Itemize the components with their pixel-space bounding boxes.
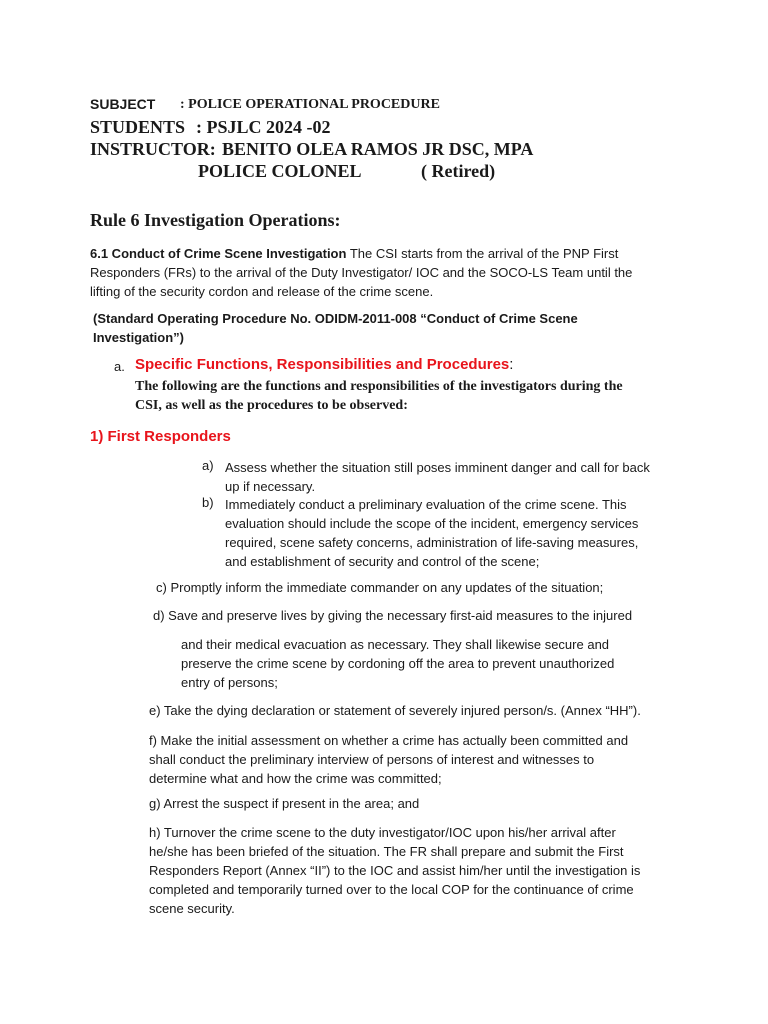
first-responders-heading: 1) First Responders [90,428,231,445]
fr-item-h [149,823,640,918]
fr-item-f [149,731,628,788]
item-a-body [135,377,623,415]
item-a-heading-line [135,356,513,373]
rule-title: Rule 6 Investigation Operations: [90,210,341,230]
item-a-body-line: The following are the functions and responsibilities of the investigators during the [135,379,623,394]
section-6-1-heading: 6.1 Conduct of Crime Scene Investigation [90,246,347,261]
fr-item-h-line: he/she has been briefed of the situation. The FR shall prepare and submit the First [149,844,624,859]
instructor-label: INSTRUCTOR: [90,139,216,159]
fr-item-h-line: h) Turnover the crime scene to the duty investigator/IOC upon his/her arrival after [149,825,616,840]
fr-item-b-line: required, scene safety concerns, administration of life-saving measures, [225,535,639,550]
fr-item-a-line: Assess whether the situation still poses imminent danger and call for back [225,460,650,475]
fr-item-b [225,495,638,571]
fr-item-b-line: and establishment of security and control of the scene; [225,554,540,569]
item-a-body-line: CSI, as well as the procedures to be observed: [135,398,408,413]
fr-item-a-marker: a) [202,458,214,473]
fr-item-d-line: preserve the crime scene by cordoning off the area to prevent unauthorized [181,656,615,671]
item-a-colon: : [509,356,514,373]
fr-item-c: c) Promptly inform the immediate commander on any updates of the situation; [156,580,604,595]
sop-reference [93,309,578,347]
fr-item-f-line: shall conduct the preliminary interview of persons of interest and witnesses to [149,752,595,767]
subject-value: : POLICE OPERATIONAL PROCEDURE [180,97,440,112]
subject-label: SUBJECT [90,96,156,112]
fr-item-a [225,458,650,496]
fr-item-e: e) Take the dying declaration or statement of severely injured person/s. (Annex “HH”). [149,703,641,718]
fr-item-b-line: Immediately conduct a preliminary evaluation of the crime scene. This [225,497,627,512]
fr-item-h-line: scene security. [149,901,235,916]
item-a-marker: a. [114,359,125,374]
retired-text: ( Retired) [421,161,496,181]
fr-item-h-line: completed and temporarily turned over to the local COP for the continuance of crime [149,882,634,897]
fr-item-d-line: and their medical evacuation as necessary. They shall likewise secure and [181,637,610,652]
fr-item-f-line: determine what and how the crime was committed; [149,771,442,786]
fr-item-f-line: f) Make the initial assessment on whether a crime has actually been committed and [149,733,629,748]
students-value: : PSJLC 2024 -02 [196,117,331,137]
fr-item-b-marker: b) [202,495,214,510]
fr-item-b-line: evaluation should include the scope of the incident, emergency services [225,516,639,531]
fr-item-d-line: entry of persons; [181,675,278,690]
instructor-value: BENITO OLEA RAMOS JR DSC, MPA [222,139,534,159]
section-6-1-line: lifting of the security cordon and release of the crime scene. [90,284,434,299]
section-6-1-line: Responders (FRs) to the arrival of the Duty Investigator/ IOC and the SOCO-LS Team until the [90,265,633,280]
fr-item-d-cont [181,635,614,692]
fr-item-g: g) Arrest the suspect if present in the area; and [149,796,420,811]
students-label: STUDENTS [90,117,186,137]
sop-reference-line: Investigation”) [93,330,185,345]
item-a-heading: Specific Functions, Responsibilities and Procedures [135,356,510,373]
section-6-1-line: The CSI starts from the arrival of the PNP First [346,246,619,261]
rank-text: POLICE COLONEL [198,161,362,181]
section-6-1 [90,244,632,301]
fr-item-h-line: Responders Report (Annex “II”) to the IOC and assist him/her until the investigation is [149,863,641,878]
fr-item-d-first: d) Save and preserve lives by giving the necessary first-aid measures to the injured [153,608,633,623]
sop-reference-line: (Standard Operating Procedure No. ODIDM-2011-008 “Conduct of Crime Scene [93,311,578,326]
fr-item-a-line: up if necessary. [225,479,316,494]
